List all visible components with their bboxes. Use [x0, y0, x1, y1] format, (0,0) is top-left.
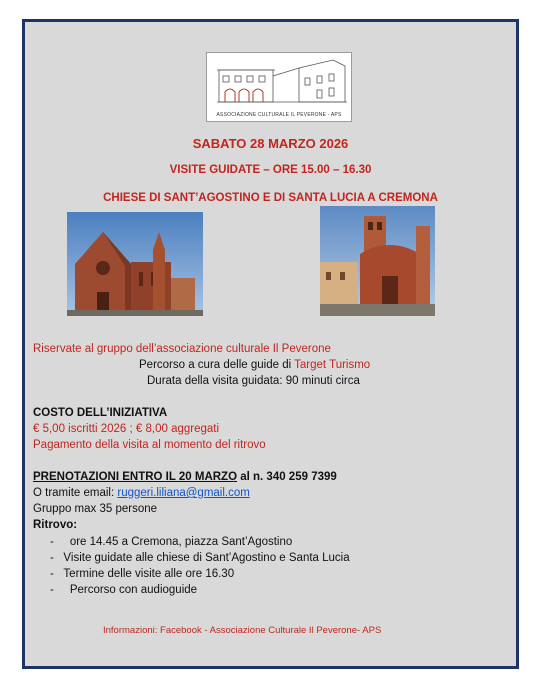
booking-heading: PRENOTAZIONI ENTRO IL 20 MARZO: [33, 471, 238, 483]
meeting-heading: Ritrovo:: [33, 519, 78, 531]
list-item-text: Visite guidate alle chiese di Sant’Agostino e Santa Lucia: [63, 552, 350, 564]
list-item-text: Termine delle visite alle ore 16.30: [63, 568, 235, 580]
cost-heading: COSTO DELL’INIZIATIVA: [33, 407, 168, 419]
list-item-text: Percorso con audioguide: [69, 584, 198, 596]
email-link[interactable]: ruggeri.liliana@gmail.com: [117, 487, 250, 499]
email-line: [33, 487, 250, 499]
list-item: - Visite guidate alle chiese di Sant’Agostino e Santa Lucia: [50, 552, 350, 564]
duration-text: Durata della visita guidata: 90 minuti circa: [147, 375, 360, 387]
route-prefix: Percorso a cura delle guide di: [139, 359, 295, 371]
list-item: - ore 14.45 a Cremona, piazza Sant’Agostino: [50, 536, 293, 548]
group-size: Gruppo max 35 persone: [33, 503, 158, 515]
email-prefix: O tramite email:: [33, 487, 118, 499]
sant-agostino-photo: [67, 212, 203, 316]
association-logo: [206, 52, 352, 122]
building-drawing-icon: [213, 56, 347, 104]
list-item: - Termine delle visite alle ore 16.30: [50, 568, 235, 580]
event-churches: CHIESE DI SANT’AGOSTINO E DI SANTA LUCIA A CREMONA: [103, 192, 438, 204]
list-item-text: ore 14.45 a Cremona, piazza Sant’Agostino: [69, 536, 293, 548]
route-text: [139, 359, 370, 371]
booking-line: [33, 471, 337, 483]
reserved-text: Riservate al gruppo dell’associazione culturale Il Peverone: [33, 343, 331, 355]
santa-lucia-photo: [320, 206, 435, 316]
route-agency: Target Turismo: [294, 359, 371, 371]
booking-phone: al n. 340 259 7399: [237, 471, 337, 483]
event-time: VISITE GUIDATE – ORE 15.00 – 16.30: [169, 164, 372, 176]
payment-text: Pagamento della visita al momento del ritrovo: [33, 439, 266, 451]
list-item: - Percorso con audioguide: [50, 584, 198, 596]
logo-caption: ASSOCIAZIONE CULTURALE IL PEVERONE - APS: [216, 112, 342, 118]
event-date: SABATO 28 MARZO 2026: [192, 136, 349, 151]
footer-info: Informazioni: Facebook - Associazione Culturale Il Peverone- APS: [103, 625, 382, 636]
cost-prices: € 5,00 iscritti 2026 ; € 8,00 aggregati: [33, 423, 220, 435]
